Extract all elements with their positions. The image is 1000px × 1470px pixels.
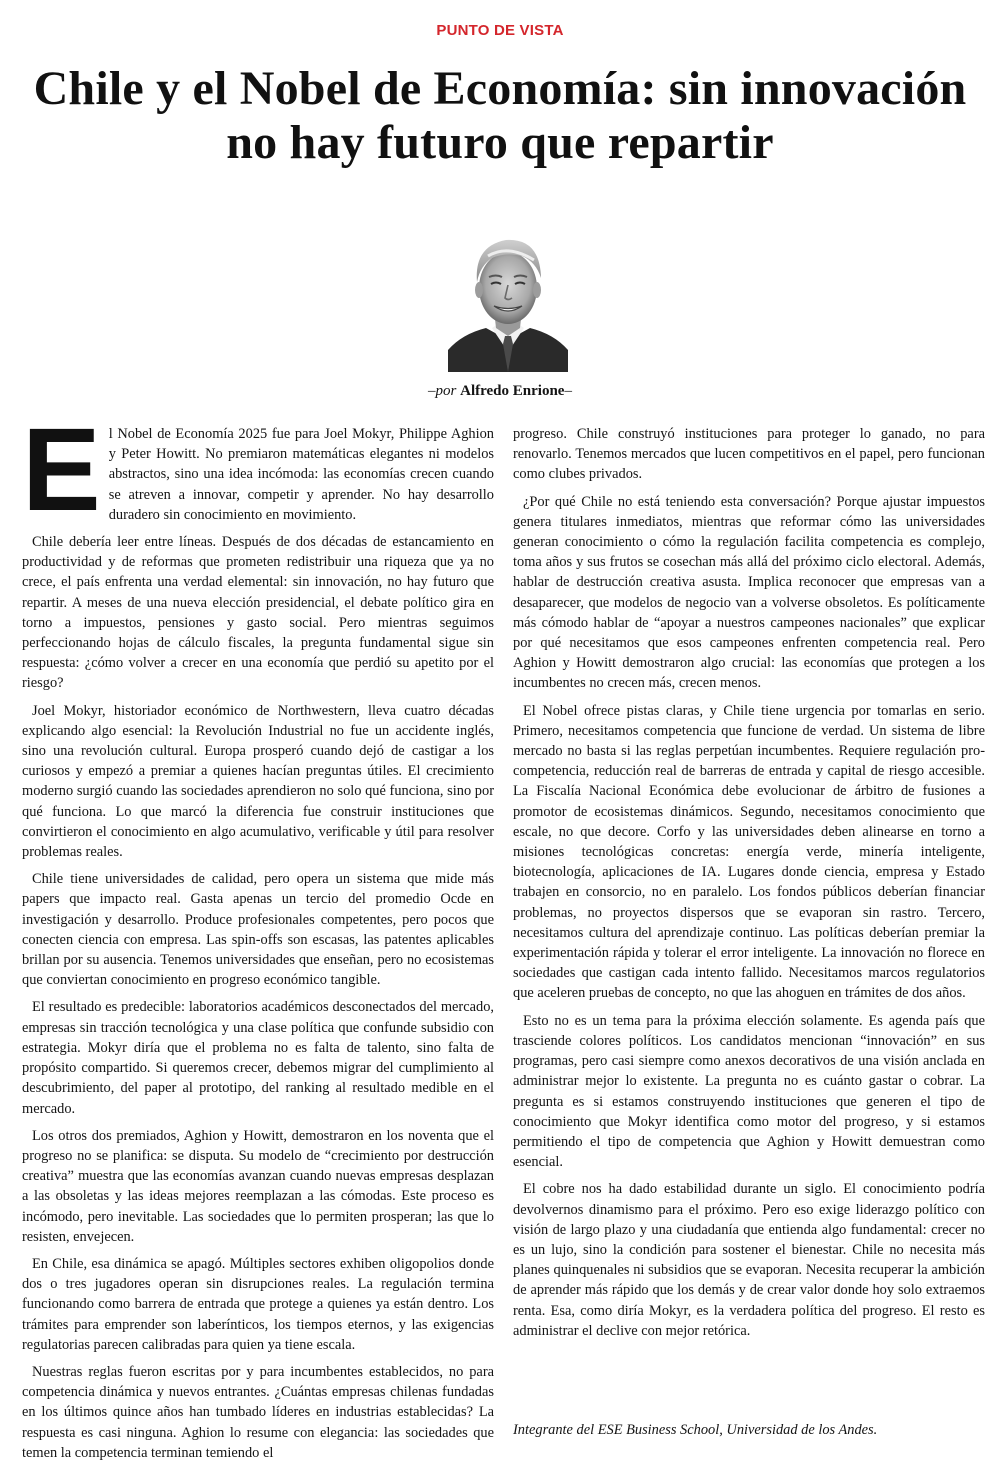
- byline: [0, 383, 1000, 400]
- byline-suffix: –: [564, 383, 572, 399]
- byline-author: Alfredo Enrione: [460, 383, 565, 399]
- body-paragraph: En Chile, esa dinámica se apagó. Múltiples sectores exhiben oligopolios donde dos o tres jugadores operan sin disrupciones reales. La regulación termina funcionando como barrera de entrada que protege a quienes ya están dentro. Los trámites para emprender son laberínticos, los tiempos eternos, y las exigencias regulatorias parecen calibradas para quien ya tiene escala.: [22, 1255, 494, 1353]
- section-label: PUNTO DE VISTA: [436, 22, 564, 39]
- body-paragraph: El resultado es predecible: laboratorios académicos desconectados del mercado, empresas sin tracción tecnológica y una clase política que confunde subsidio con estrategia. Mokyr diría que el problema no es falta de talento, sino falta de propósito compartido. Si queremos crecer, debemos migrar del cumplimiento al descubrimiento, del paper al prototipo, del ranking al resultado medible en el mercado.: [22, 999, 494, 1117]
- headline: Chile y el Nobel de Economía: sin innovación no hay futuro que repartir: [33, 62, 967, 169]
- article-column-left: [22, 404, 494, 1470]
- body-paragraph: Chile tiene universidades de calidad, pero opera un sistema que mide más papers que impacto real. Gasta apenas un tercio del promedio Ocde en investigación y desarrollo. Produce profesionales competentes, pero pocos que conecten ciencia con empresa. Las spin-offs son escasas, las patentes aplicables brillan por su ausencia. Tenemos universidades que enseñan, pero no ecosistemas que conviertan conocimiento en progreso económico tangible.: [22, 871, 494, 989]
- body-paragraph: Joel Mokyr, historiador económico de Northwestern, lleva cuatro décadas explicando algo esencial: la Revolución Industrial no fue un accidente inglés, sino una revolución cultural. Europa prosperó cuando dejó de castigar a los curiosos y empezó a premiar a quienes hacían preguntas útiles. El crecimiento moderno surgió cuando las sociedades aprendieron no solo qué funciona, sino por qué funciona. Lo que marcó la diferencia fue construir instituciones que convirtieron el conocimiento en algo acumulativo, verificable y útil para resolver problemas reales.: [22, 702, 494, 861]
- body-paragraph: Los otros dos premiados, Aghion y Howitt, demostraron en los noventa que el progreso no se planifica: se disputa. Su modelo de “crecimiento por destrucción creativa” muestra que las economías avanzan cuando nuevas empresas desplazan a las obsoletas y las ideas mejores reemplazan a las cómodas. Este proceso es incómodo, pero inevitable. Las sociedades que lo permiten prosperan; las que lo resisten, envejecen.: [22, 1127, 494, 1245]
- body-paragraph: Chile debería leer entre líneas. Después de dos décadas de estancamiento en productividad y de reformas que prometen redistribuir una riqueza que ya no crece, el país enfrenta una verdad elemental: sin innovación, no hay futuro que repartir. A meses de una nueva elección presidencial, el debate político gira en torno a impuestos, pensiones y gasto social. Pero mientras seguimos perfeccionando hojas de cálculo fiscales, la pregunta fundamental sigue sin respuesta: ¿cómo volver a crecer en una economía que perdió su apetito por el riesgo?: [22, 534, 494, 692]
- byline-prefix: –por: [428, 383, 457, 399]
- body-paragraph: El Nobel de Economía 2025 fue para Joel Mokyr, Philippe Aghion y Peter Howitt. No premiaron matemáticas elegantes ni modelos abstractos, sino una idea incómoda: las economías crecen cuando se atreven a innovar, competir y aprender. No hay desarrollo duradero sin conocimiento en movimiento.: [22, 404, 494, 536]
- author-portrait-illustration: [448, 222, 568, 372]
- author-signature-note: Integrante del ESE Business School, Universidad de los Andes.: [513, 1422, 878, 1438]
- body-paragraph: El cobre nos ha dado estabilidad durante un siglo. El conocimiento podría devolvernos dinamismo para el próximo. Pero eso exige liderazgo político con visión de largo plazo y una ciudadanía que entienda algo fundamental: crecer no es un lujo, sino la condición para sostener el bienestar. Chile no necesita más planes quinquenales ni subsidios que se evaporan. Necesita recuperar la ambición de aprender más rápido que los demás y de crear valor donde hoy solo extraemos renta. Esa, como diría Mokyr, es la verdadera política del progreso. El resto es administrar el declive con mejor retórica.: [513, 1181, 985, 1339]
- body-paragraph: El Nobel ofrece pistas claras, y Chile tiene urgencia por tomarlas en serio. Primero, necesitamos competencia que funcione de verdad. Un sistema de libre mercado no basta si las reglas perpetúan incumbentes. Requiere regulación pro-competencia, reducción real de barreras de entrada y capital de riesgo accesible. La Fiscalía Nacional Económica debe evolucionar de árbitro de fusiones a promotor de ecosistemas dinámicos. Segundo, necesitamos conocimiento que escale, no que decore. Corfo y las universidades deben alinearse en torno a misiones tecnológicas concretas: energía verde, minería inteligente, biotecnología, aplicaciones de IA. Lugares donde ciencia, empresa y Estado trabajen en consorcio, no en paralelo. Los fondos públicos deberían financiar problemas, no proyectos dispersos que se evaporan sin rastro. Tercero, necesitamos cultura del aprendizaje continuo. Las políticas deberían premiar la experimentación rápida y tolerar el error inteligente. La innovación no florece en sociedades que castigan cada intento fallido. Necesitamos marcos regulatorios que aceleren pruebas de concepto, no que las ahoguen en trámites de dos años.: [513, 702, 985, 1002]
- body-paragraph: progreso. Chile construyó instituciones para proteger lo ganado, no para renovarlo. Tenemos mercados que lucen competitivos en el papel, pero funcionan como clubes privados.: [513, 426, 985, 483]
- body-paragraph: Esto no es un tema para la próxima elección solamente. Es agenda país que trasciende colores políticos. Los candidatos mencionan “innovación” en sus programas, pero casi siempre como anexos decorativos de una visión anclada en administrar mejor lo existente. La pregunta no es cuánto gastar o cobrar. La pregunta es si estamos construyendo instituciones que generen el tipo de conocimiento que Mokyr identifica como motor del progreso, y si estamos permitiendo el tipo de competencia que Aghion y Howitt demuestran como esencial.: [513, 1012, 985, 1171]
- drop-cap: E: [22, 404, 101, 536]
- author-portrait: [448, 222, 568, 372]
- body-paragraph: Nuestras reglas fueron escritas por y para incumbentes establecidos, no para competencia dinámica y nuevos entrantes. ¿Cuántas empresas chilenas fundadas en los últimos quince años han tumbado líderes en industrias establecidas? La respuesta es casi ninguna. Aghion lo resume con elegancia: las sociedades que temen la competencia terminan temiendo el: [22, 1363, 494, 1461]
- article-column-right: [513, 424, 985, 1348]
- body-paragraph: ¿Por qué Chile no está teniendo esta conversación? Porque ajustar impuestos genera titulares inmediatos, mientras que reformar cómo las universidades generan conocimiento o cómo la regulación facilita competencia es complejo, toma años y sus frutos se cosechan más allá del próximo ciclo electoral. Además, hablar de destrucción creativa asusta. Implica reconocer que empresas van a desaparecer, que modelos de negocio van a volverse obsoletos. Es políticamente más cómodo hablar de “apoyar a nuestros campeones nacionales” que explicar por qué necesitamos que esos campeones enfrenten competencia real. Pero Aghion y Howitt demostraron algo crucial: las economías que protegen a los incumbentes no crecen más, crecen menos.: [513, 493, 985, 692]
